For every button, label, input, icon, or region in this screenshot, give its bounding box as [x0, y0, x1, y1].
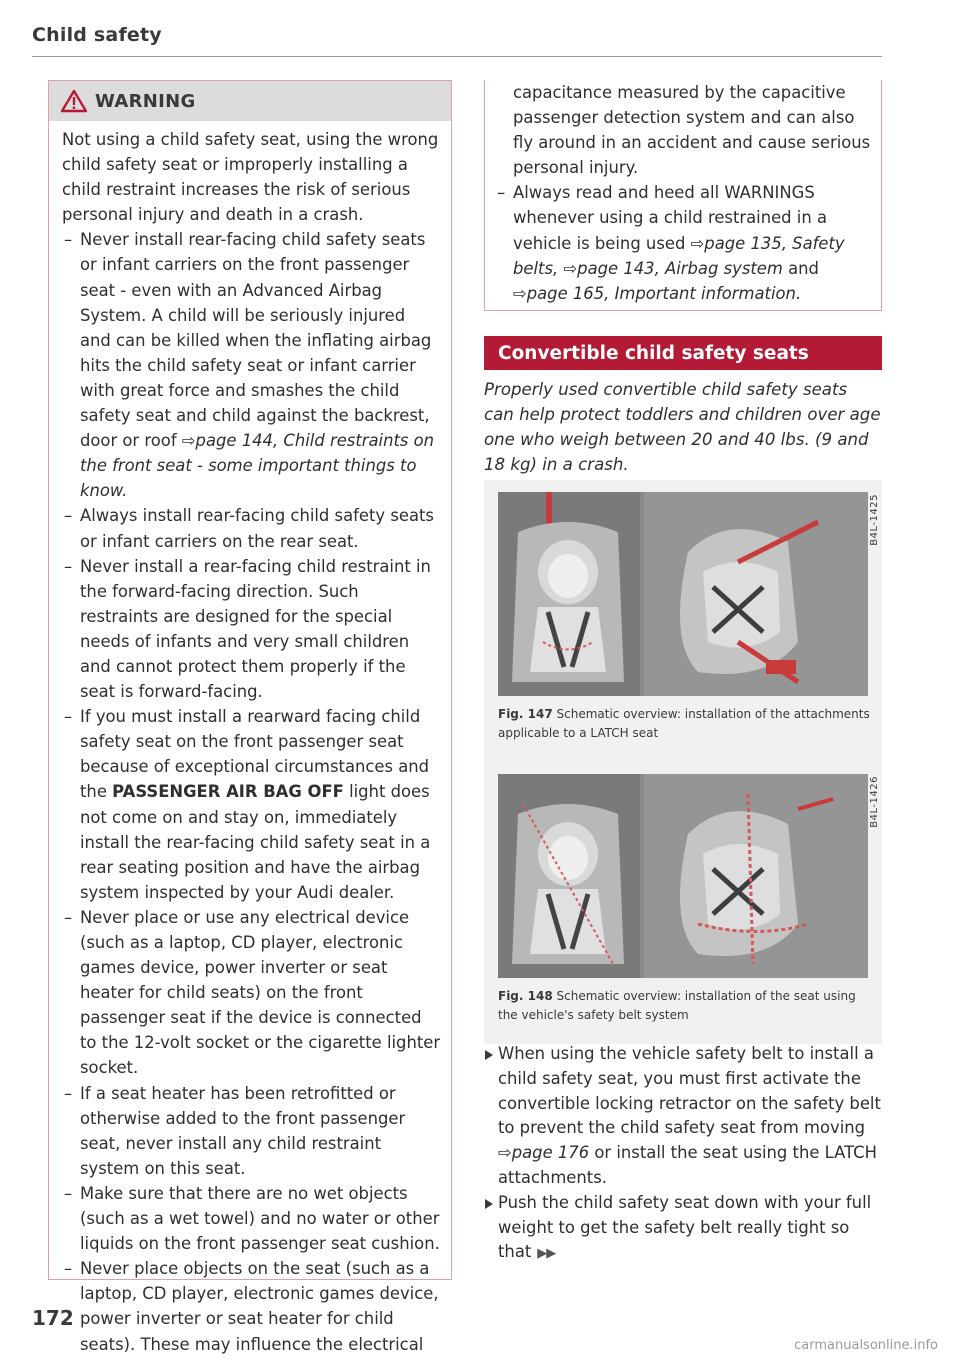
page-number: 172	[32, 1306, 74, 1330]
continue-arrow-icon: ▶▶	[537, 1246, 556, 1262]
warning-item-text: If you must install a rearward facing child safety seat on the front passenger seat because of exceptional circumstances and the	[80, 707, 430, 802]
warning-cont-text: capacitance measured by the capacitive passenger detection system and can also fly around in an accident and cause serious personal injury.	[513, 83, 871, 178]
child-seat-belt-image	[498, 774, 868, 978]
figure-147	[484, 480, 882, 764]
page-reference-link[interactable]: ⇨page 143, Airbag system	[563, 258, 783, 278]
figure-number: Fig. 147	[498, 707, 553, 721]
passenger-airbag-off-label: PASSENGER AIR BAG OFF	[112, 782, 344, 802]
warning-item: – Make sure that there are no wet objects (such as a wet towel) and no water or other liquids on the front passenger seat cushion.	[62, 1181, 441, 1256]
watermark-text: carmanualsonline.info	[794, 1338, 938, 1353]
section-heading: Convertible child safety seats	[484, 336, 882, 370]
step-list	[484, 1042, 882, 1267]
step-item	[484, 1191, 882, 1267]
figure-code: B4L-1425	[869, 494, 880, 546]
header-divider	[32, 56, 882, 57]
warning-item-text: Always read and heed all WARNINGS whenever using a child restrained in a vehicle is being used	[513, 183, 827, 253]
step-text: Push the child safety seat down with your full weight to get the safety belt really tight so that	[498, 1192, 872, 1262]
latch-seat-illustration	[498, 492, 868, 696]
warning-item-text: light does not come on and stay on, immediately install the rear-facing child safety seat in a rear seating position and have the airbag system inspected by your Audi dealer.	[80, 782, 431, 902]
warning-item: – Never install a rear-facing child restraint in the forward-facing direction. Such restraints are designed for the special needs of infants and very small children and cannot protect them properly if the seat is forward-facing.	[62, 554, 441, 705]
warning-item-text: Never install rear-facing child safety seats or infant carriers on the front passenger seat - even with an Advanced Airbag System. A child will be seriously injured and can be killed when the inflating airbag hits the child safety seat or infant carrier with great force and smashes the child safety seat and child against the backrest, door or roof	[80, 230, 432, 451]
step-text: When using the vehicle safety belt to install a child safety seat, you must first activate the convertible locking retractor on the safety belt to prevent the child safety seat from moving	[498, 1044, 881, 1138]
figure-caption	[498, 987, 870, 1024]
warning-cont-list	[495, 180, 871, 305]
warning-title: WARNING	[95, 90, 196, 112]
section-intro: Properly used convertible child safety seats can help protect toddlers and children over age one who weigh between 20 and 40 lbs. (9 and 18 kg) in a crash.	[484, 380, 881, 474]
warning-continuation	[484, 80, 882, 311]
warning-header	[49, 81, 451, 121]
child-seat-latch-image	[498, 492, 868, 696]
figure-caption-text: Schematic overview: installation of the attachments applicable to a LATCH seat	[498, 707, 870, 740]
belt-seat-illustration	[498, 774, 868, 978]
warning-item: – Always install rear-facing child safety seats or infant carriers on the rear seat.	[62, 503, 441, 553]
page-reference-link[interactable]: ⇨page 165, Important information.	[513, 283, 802, 303]
page-reference-link[interactable]: ⇨page 144, Child restraints on the front seat - some important things to know.	[80, 431, 435, 501]
page-header-title: Child safety	[32, 24, 162, 46]
warning-item	[62, 704, 441, 905]
page-reference-link[interactable]: ⇨page 135, Safety belts,	[513, 233, 845, 278]
warning-item: – If a seat heater has been retrofitted or otherwise added to the front passenger seat, never install any child restraint system on this seat.	[62, 1081, 441, 1181]
figure-number: Fig. 148	[498, 989, 553, 1003]
instruction-steps	[484, 1042, 882, 1267]
page-reference-link[interactable]: ⇨page 176	[498, 1143, 590, 1163]
step-item	[484, 1042, 882, 1191]
figure-caption	[498, 705, 870, 742]
step-text: or install the seat using the LATCH attachments.	[498, 1143, 877, 1187]
figure-caption-text: Schematic overview: installation of the seat using the vehicle's safety belt system	[498, 989, 856, 1022]
warning-item: – Never place or use any electrical device (such as a laptop, CD player, electronic games device, power inverter or seat heater for child seats) on the front passenger seat if the device is connected to the 12-volt socket or the cigarette lighter socket.	[62, 905, 441, 1081]
warning-item: – Never place objects on the seat (such as a laptop, CD player, electronic games device, power inverter or seat heater for child seats). These may influence the electrical	[62, 1256, 441, 1356]
warning-list	[62, 227, 441, 1356]
figure-code: B4L-1426	[869, 776, 880, 828]
warning-triangle-icon	[61, 89, 87, 113]
warning-item	[495, 180, 871, 305]
warning-intro: Not using a child safety seat, using the wrong child safety seat or improperly installing a child restraint increases the risk of serious personal injury and death in a crash.	[62, 130, 439, 225]
warning-body	[49, 121, 451, 1357]
figure-148	[484, 762, 882, 1044]
warning-item	[62, 227, 441, 503]
conjunction-text: and	[788, 258, 819, 278]
